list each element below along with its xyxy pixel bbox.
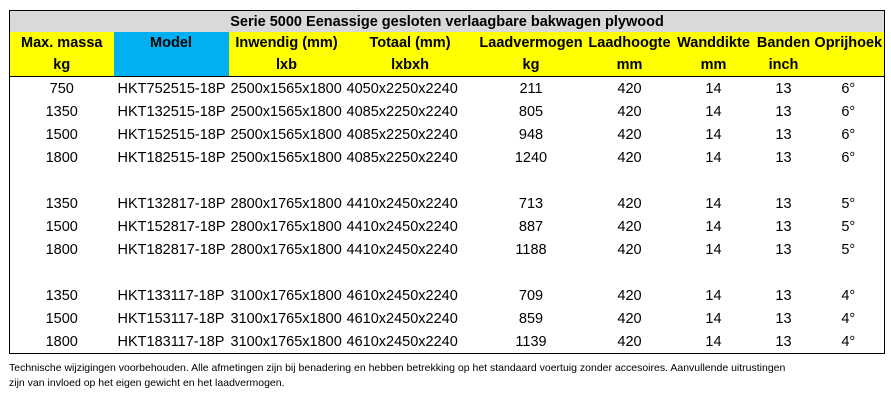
cell-wanddikte: 14 <box>705 195 722 212</box>
cell-banden: 13 <box>775 287 792 304</box>
spec-sheet <box>9 10 884 354</box>
cell-model: HKT182817-18P <box>117 241 226 258</box>
cell-oprijhoek: 4° <box>813 284 885 307</box>
cell-laadvermogen: 1240 <box>514 149 548 166</box>
cell-totaal: 4085x2250x2240 <box>346 126 458 143</box>
spacer-cell <box>345 261 476 284</box>
cell-model: HKT132817-18P <box>117 195 226 212</box>
cell-max-massa: 1500 <box>10 123 114 146</box>
cell-oprijhoek: 6° <box>813 146 885 169</box>
table-row <box>10 238 885 261</box>
header-laadvermogen: Laadvermogen <box>476 32 587 54</box>
header-totaal: Totaal (mm) <box>345 32 476 54</box>
cell-laadvermogen: 859 <box>518 310 544 327</box>
cell-laadhoogte: 420 <box>617 103 642 120</box>
unit-oprijhoek <box>813 54 885 77</box>
cell-banden: 13 <box>775 310 792 327</box>
cell-model: HKT152515-18P <box>117 126 226 143</box>
cell-laadhoogte: 420 <box>617 80 642 97</box>
unit-banden: inch <box>755 54 813 77</box>
cell-banden: 13 <box>775 218 792 235</box>
unit-model <box>114 54 229 77</box>
spacer-cell <box>10 261 114 284</box>
cell-laadhoogte: 420 <box>617 195 642 212</box>
cell-laadhoogte: 420 <box>617 287 642 304</box>
cell-wanddikte: 14 <box>705 126 722 143</box>
cell-banden: 13 <box>775 149 792 166</box>
table-row <box>10 330 885 354</box>
cell-laadhoogte: 420 <box>617 126 642 143</box>
table-row <box>10 192 885 215</box>
table-row <box>10 146 885 169</box>
spacer-cell <box>229 169 345 192</box>
cell-max-massa: 1350 <box>10 284 114 307</box>
cell-inwendig: 2800x1765x1800 <box>230 241 342 258</box>
table-row <box>10 77 885 101</box>
spacer-cell <box>114 261 229 284</box>
spacer-cell <box>10 169 114 192</box>
cell-inwendig: 2500x1565x1800 <box>230 126 342 143</box>
cell-laadhoogte: 420 <box>617 218 642 235</box>
cell-totaal: 4410x2450x2240 <box>346 218 458 235</box>
cell-model: HKT752515-18P <box>117 80 226 97</box>
cell-inwendig: 2500x1565x1800 <box>230 80 342 97</box>
cell-totaal: 4610x2450x2240 <box>346 310 458 327</box>
cell-oprijhoek: 4° <box>813 307 885 330</box>
cell-laadvermogen: 211 <box>519 80 543 97</box>
cell-laadhoogte: 420 <box>617 149 642 166</box>
cell-banden: 13 <box>775 195 792 212</box>
cell-inwendig: 3100x1765x1800 <box>230 310 342 327</box>
cell-max-massa: 1350 <box>10 192 114 215</box>
cell-laadvermogen: 709 <box>518 287 544 304</box>
spacer-cell <box>813 169 885 192</box>
cell-laadvermogen: 713 <box>518 195 544 212</box>
header-oprijhoek: Oprijhoek <box>813 32 885 54</box>
spacer-cell <box>755 169 813 192</box>
unit-totaal: lxbxh <box>345 54 476 77</box>
cell-banden: 13 <box>775 126 792 143</box>
cell-laadvermogen: 805 <box>518 103 544 120</box>
unit-laadhoogte: mm <box>587 54 673 77</box>
footnote <box>9 361 884 391</box>
header-inwendig: Inwendig (mm) <box>229 32 345 54</box>
cell-laadvermogen: 887 <box>518 218 544 235</box>
cell-oprijhoek: 4° <box>813 330 885 354</box>
cell-inwendig: 3100x1765x1800 <box>230 287 342 304</box>
header-banden: Banden <box>755 32 813 54</box>
cell-model: HKT183117-18P <box>114 330 229 354</box>
cell-wanddikte: 14 <box>705 310 722 327</box>
cell-totaal: 4610x2450x2240 <box>345 330 476 354</box>
cell-banden: 13 <box>775 80 792 97</box>
spacer-cell <box>587 169 673 192</box>
header-row-1 <box>10 32 885 54</box>
cell-wanddikte: 14 <box>705 103 722 120</box>
cell-banden: 13 <box>775 103 792 120</box>
header-wanddikte: Wanddikte <box>673 32 755 54</box>
cell-totaal: 4410x2450x2240 <box>346 195 458 212</box>
unit-wanddikte: mm <box>673 54 755 77</box>
header-row-2 <box>10 54 885 77</box>
cell-inwendig: 3100x1765x1800 <box>229 330 345 354</box>
cell-max-massa: 1350 <box>10 100 114 123</box>
cell-inwendig: 2800x1765x1800 <box>230 218 342 235</box>
spacer-cell <box>673 261 755 284</box>
cell-max-massa: 1800 <box>10 330 114 354</box>
footnote-line-1: Technische wijzigingen voorbehouden. Alle afmetingen zijn bij benadering en hebben betrekking op het standaard voertuig zonder accesoires. Aanvullende uitrustingen <box>9 362 786 374</box>
unit-inwendig: lxb <box>229 54 345 77</box>
header-laadhoogte: Laadhoogte <box>587 32 673 54</box>
cell-max-massa: 1500 <box>10 307 114 330</box>
cell-banden: 13 <box>775 241 792 258</box>
cell-laadhoogte: 420 <box>617 310 642 327</box>
group-spacer <box>10 169 885 192</box>
unit-laadvermogen: kg <box>476 54 587 77</box>
cell-wanddikte: 14 <box>705 241 722 258</box>
cell-totaal: 4085x2250x2240 <box>346 103 458 120</box>
cell-oprijhoek: 5° <box>813 215 885 238</box>
spacer-cell <box>587 261 673 284</box>
cell-wanddikte: 14 <box>705 80 722 97</box>
cell-inwendig: 2500x1565x1800 <box>230 103 342 120</box>
table-row <box>10 100 885 123</box>
spacer-cell <box>114 169 229 192</box>
cell-inwendig: 2800x1765x1800 <box>230 195 342 212</box>
cell-oprijhoek: 5° <box>813 238 885 261</box>
cell-totaal: 4610x2450x2240 <box>346 287 458 304</box>
header-max-massa: Max. massa <box>10 32 114 54</box>
table-title: Serie 5000 Eenassige gesloten verlaagbare bakwagen plywood <box>10 11 885 33</box>
cell-model: HKT133117-18P <box>117 287 225 304</box>
footnote-line-2: zijn van invloed op het eigen gewicht en het laadvermogen. <box>9 377 285 389</box>
spacer-cell <box>345 169 476 192</box>
cell-max-massa: 1800 <box>10 238 114 261</box>
cell-totaal: 4410x2450x2240 <box>346 241 458 258</box>
cell-laadhoogte: 420 <box>617 241 642 258</box>
unit-max-massa: kg <box>10 54 114 77</box>
spacer-cell <box>673 169 755 192</box>
cell-oprijhoek: 6° <box>813 77 885 101</box>
group-spacer <box>10 261 885 284</box>
cell-oprijhoek: 6° <box>813 100 885 123</box>
spacer-cell <box>755 261 813 284</box>
cell-wanddikte: 14 <box>705 218 722 235</box>
cell-model: HKT132515-18P <box>117 103 226 120</box>
spec-table <box>9 10 885 354</box>
cell-model: HKT152817-18P <box>117 218 226 235</box>
cell-laadvermogen: 1139 <box>476 330 587 354</box>
spacer-cell <box>476 169 587 192</box>
cell-model: HKT153117-18P <box>117 310 225 327</box>
cell-wanddikte: 14 <box>705 149 722 166</box>
table-row <box>10 284 885 307</box>
header-model: Model <box>114 32 229 54</box>
cell-wanddikte: 14 <box>705 287 722 304</box>
cell-totaal: 4050x2250x2240 <box>346 80 458 97</box>
cell-max-massa: 1500 <box>10 215 114 238</box>
cell-laadvermogen: 948 <box>518 126 544 143</box>
cell-totaal: 4085x2250x2240 <box>346 149 458 166</box>
cell-laadhoogte: 420 <box>587 330 673 354</box>
spacer-cell <box>813 261 885 284</box>
cell-banden: 13 <box>755 330 813 354</box>
table-row <box>10 123 885 146</box>
cell-wanddikte: 14 <box>673 330 755 354</box>
cell-oprijhoek: 5° <box>813 192 885 215</box>
table-row <box>10 215 885 238</box>
cell-oprijhoek: 6° <box>813 123 885 146</box>
cell-inwendig: 2500x1565x1800 <box>230 149 342 166</box>
table-row <box>10 307 885 330</box>
cell-max-massa: 1800 <box>10 146 114 169</box>
spacer-cell <box>229 261 345 284</box>
spec-table-body <box>10 77 885 354</box>
cell-model: HKT182515-18P <box>117 149 226 166</box>
spacer-cell <box>476 261 587 284</box>
cell-max-massa: 750 <box>10 77 114 101</box>
cell-laadvermogen: 1188 <box>515 241 547 258</box>
